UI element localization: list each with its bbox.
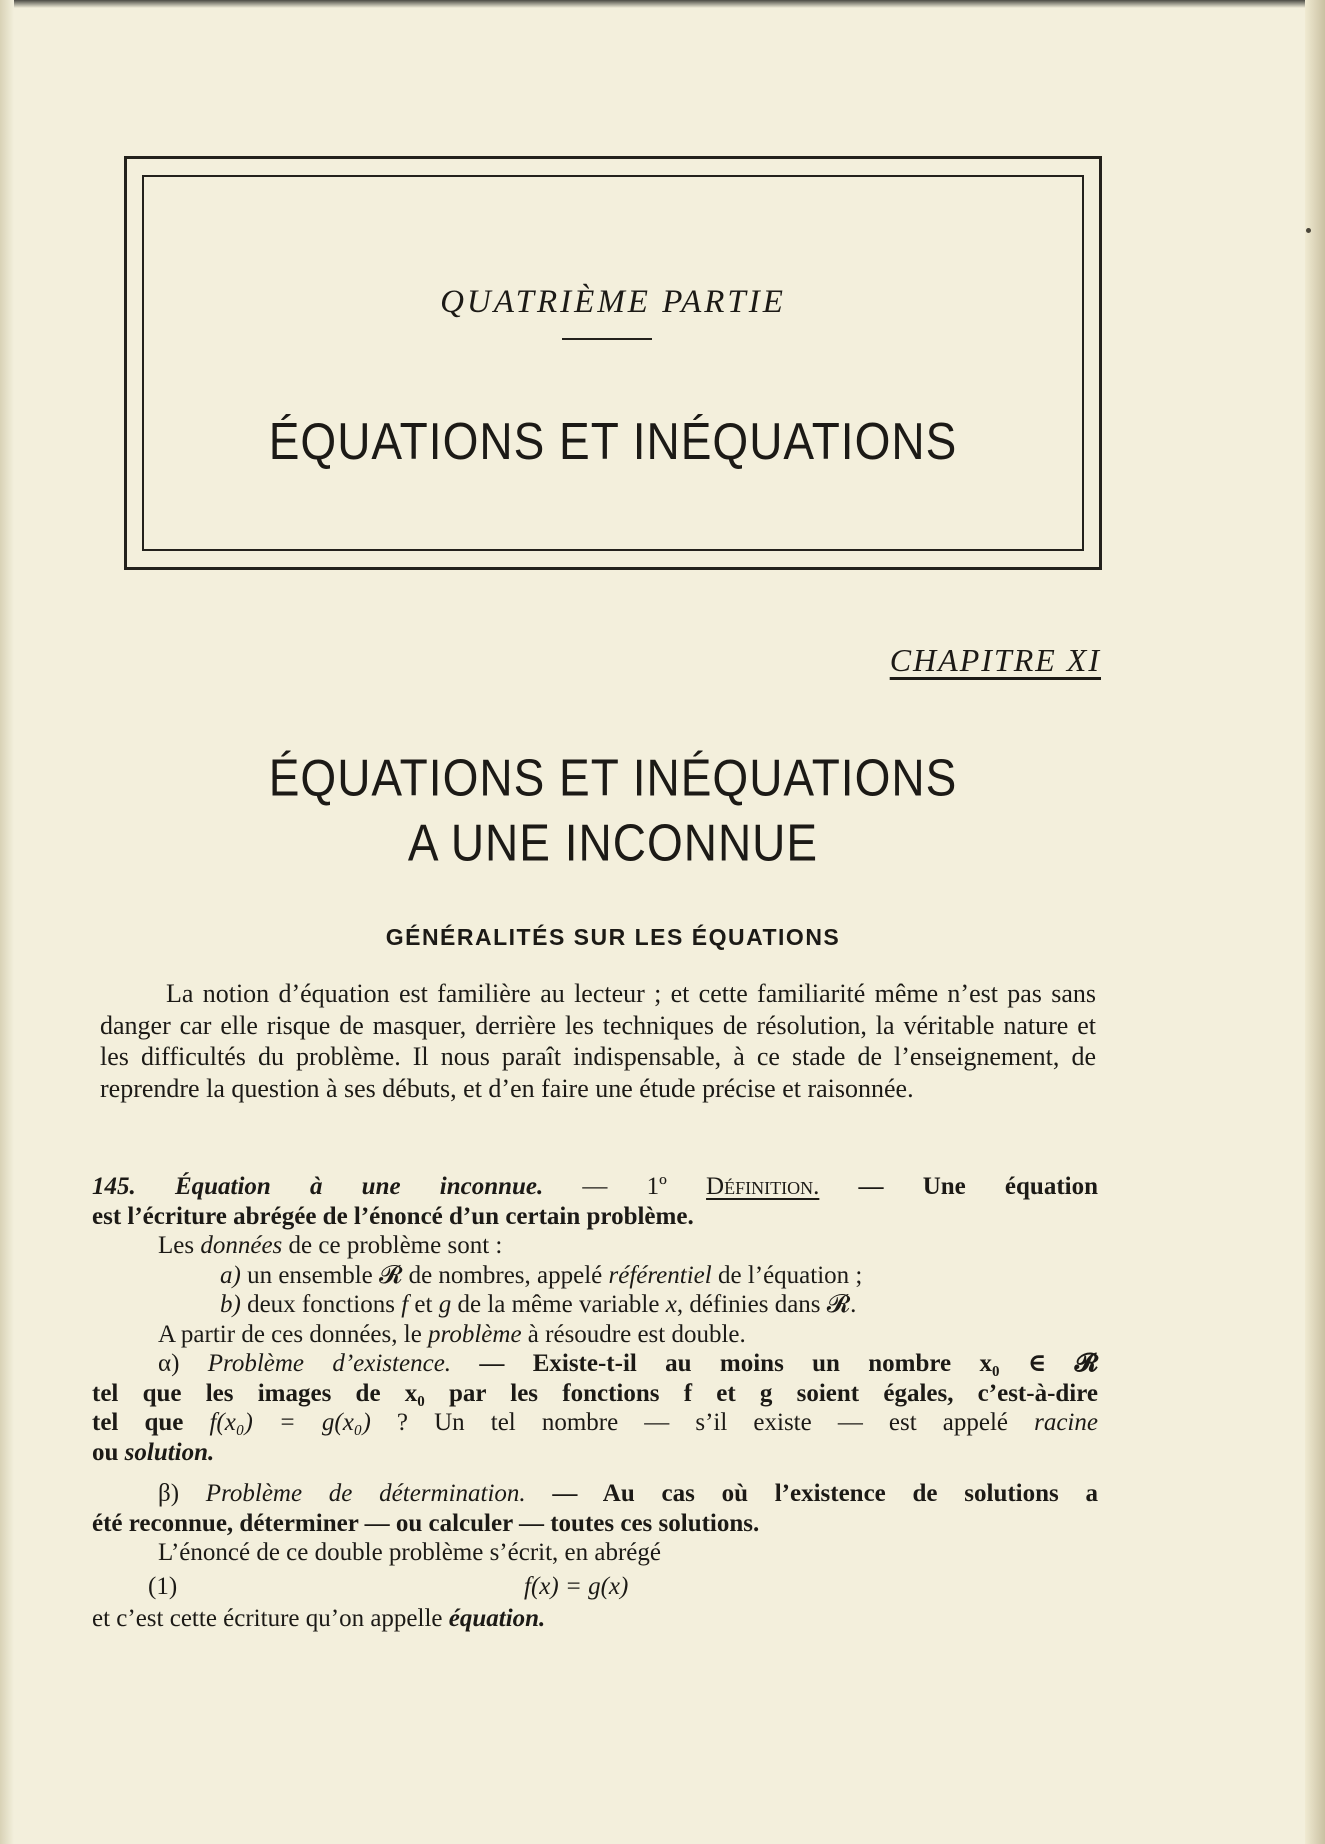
- closing-line: [92, 1604, 1098, 1634]
- chapter-title-line-2: A UNE INCONNUE: [407, 813, 819, 872]
- intro-paragraph: [100, 978, 1096, 1104]
- data-intro-line: [92, 1231, 1098, 1261]
- double-term: problème: [428, 1320, 522, 1348]
- double-a: A partir de ces données, le: [158, 1320, 429, 1348]
- alpha-line-2: tel que les images de x₀ par les fonctions f et g soient égales, c’est-à-dire: [92, 1379, 1098, 1407]
- print-speck: [1306, 228, 1311, 233]
- alpha-term-solution: solution.: [124, 1438, 215, 1466]
- item-b-letter: b): [220, 1291, 241, 1318]
- article-number: 145.: [92, 1173, 136, 1200]
- alpha-equality: f(x₀) = g(x₀): [209, 1409, 371, 1436]
- summary-line: L’énoncé de ce double problème s’écrit, en abrégé: [158, 1539, 662, 1566]
- alpha-line-1: [92, 1349, 1098, 1379]
- page-left-edge: [0, 0, 14, 1844]
- data-intro-a: Les: [158, 1232, 201, 1259]
- part-frame-inner: [142, 175, 1084, 551]
- alpha-text-1: — Existe-t-il au moins un nombre x₀ ∈ 𝓡: [451, 1350, 1098, 1377]
- part-label: QUATRIÈME PARTIE: [440, 284, 786, 320]
- data-intro-c: de ce problème sont :: [282, 1232, 503, 1259]
- chapter-title: [124, 745, 1102, 875]
- item-a-term: référentiel: [608, 1261, 712, 1289]
- item-a-text-1: un ensemble 𝓡 de nombres, appelé: [240, 1261, 609, 1289]
- intro-text: La notion d’équation est familière au lecteur ; et cette familiarité même n’est pas sans danger car elle risque de masquer, derrière les techniques de résolution, la véritable nature et les difficultés du problème. Il nous paraît indispensable, à ce stade de l’enseignement, de reprendre la question à ses débuts, et d’en faire une étude précise et raisonnée.: [100, 979, 1096, 1103]
- page-top-edge: [0, 0, 1325, 8]
- item-a-letter: a): [220, 1261, 241, 1289]
- item-b: [92, 1290, 1098, 1320]
- section-title: GÉNÉRALITÉS SUR LES ÉQUATIONS: [385, 924, 841, 950]
- chapter-title-line-1: ÉQUATIONS ET INÉQUATIONS: [268, 748, 958, 807]
- page-right-edge: [1305, 0, 1325, 1844]
- part-title: ÉQUATIONS ET INÉQUATIONS: [268, 411, 958, 471]
- alpha-label: α): [158, 1350, 208, 1377]
- article-dash: —: [543, 1173, 647, 1200]
- definition-text-2: est l’écriture abrégée de l’énoncé d’un certain problème.: [92, 1202, 694, 1230]
- alpha-line-4: [92, 1438, 1098, 1468]
- article-heading-line: [92, 1172, 1098, 1202]
- beta-line-2: été reconnue, déterminer — ou calculer — toutes ces solutions.: [92, 1509, 760, 1537]
- alpha-text-4a: ou: [92, 1438, 125, 1466]
- alpha-heading: Problème d’existence.: [207, 1350, 452, 1377]
- item-b-text-1: deux fonctions: [240, 1291, 402, 1318]
- item-b-text-2: et: [408, 1291, 439, 1318]
- beta-heading: Problème de détermination.: [205, 1480, 526, 1507]
- equation-number: (1): [148, 1572, 178, 1600]
- spacer: [92, 1467, 1098, 1479]
- beta-label: β): [158, 1480, 206, 1507]
- beta-text-1: — Au cas où l’existence de solutions a: [525, 1480, 1098, 1507]
- definition-number: 1º: [646, 1173, 707, 1200]
- closing-term: équation.: [448, 1604, 546, 1632]
- item-b-f: f: [401, 1291, 409, 1318]
- definition-text-1: — Une équation: [819, 1173, 1099, 1200]
- closing-a: et c’est cette écriture qu’on appelle: [92, 1604, 449, 1632]
- item-b-x: x: [665, 1291, 677, 1318]
- chapter-label: CHAPITRE XI: [889, 642, 1101, 678]
- beta-line-1: [92, 1479, 1098, 1509]
- double-problem-line: [92, 1320, 1098, 1350]
- double-c: à résoudre est double.: [521, 1320, 746, 1348]
- item-b-g: g: [438, 1291, 452, 1318]
- alpha-text-3c: ? Un tel nombre — s’il existe — est appelé: [370, 1409, 1035, 1436]
- item-a-text-2: de l’équation ;: [711, 1261, 863, 1289]
- equation-expression: f(x) = g(x): [524, 1572, 629, 1600]
- item-b-text-4: , définies dans 𝓡.: [676, 1291, 857, 1318]
- article-heading: Équation à une inconnue.: [174, 1173, 544, 1200]
- definition-heading: Définition.: [706, 1173, 820, 1200]
- item-a: [92, 1261, 1098, 1291]
- alpha-term-racine: racine: [1034, 1409, 1098, 1436]
- alpha-text-3a: tel que: [92, 1409, 210, 1436]
- equation-1: [92, 1568, 1098, 1604]
- item-b-text-3: de la même variable: [451, 1291, 666, 1318]
- part-divider: [562, 338, 652, 340]
- article-145: [92, 1172, 1098, 1633]
- data-intro-term: données: [200, 1232, 283, 1259]
- alpha-line-3: [92, 1408, 1098, 1438]
